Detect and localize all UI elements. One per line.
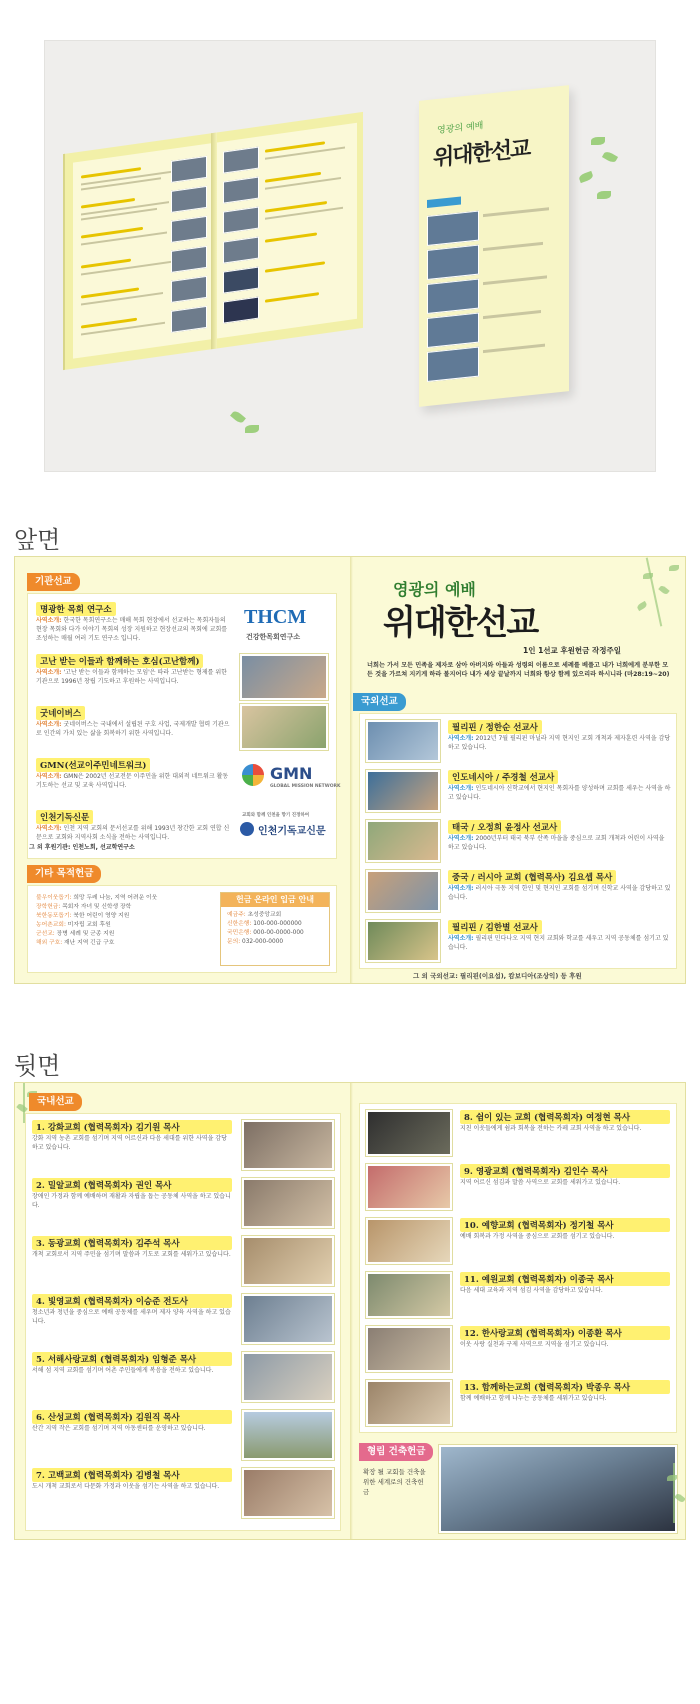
- domestic-title-6: 6. 산성교회 (협력목회자) 김원직 목사: [32, 1410, 232, 1424]
- domestic-photo-8: [366, 1110, 452, 1156]
- institution-title-goodneighbors: 굿네이버스: [36, 706, 85, 720]
- domestic-body-13: 함께 예배하고 함께 나누는 공동체를 세워가고 있습니다.: [460, 1395, 607, 1402]
- domestic-photo-13: [366, 1380, 452, 1426]
- domestic-photo-10: [366, 1218, 452, 1264]
- other-offering-row: 농어촌교회: 미자립 교회 후원: [36, 922, 111, 928]
- mission-title-3: 태국 / 오정희 윤정사 선교사: [448, 820, 561, 834]
- mission-title-5: 필리핀 / 김한별 선교사: [448, 920, 542, 934]
- domestic-body-9: 지역 어르신 섬김과 말씀 사역으로 교회를 세워가고 있습니다.: [460, 1179, 621, 1186]
- mission-title-4: 중국 / 러시아 교회 (협력목사) 김요셉 목사: [448, 870, 616, 884]
- goodneighbors-photo: [240, 704, 328, 750]
- institution-footnote: 그 외 후원기관: 인천노회, 선교학연구소: [29, 844, 135, 851]
- cover-tagline: 1인 1선교 후원헌금 작정주일: [523, 646, 621, 655]
- domestic-body-11: 다음 세대 교육과 지역 섬김 사역을 감당하고 있습니다.: [460, 1287, 603, 1294]
- domestic-title-1: 1. 강화교회 (협력목회자) 김기원 목사: [32, 1120, 232, 1134]
- mission-photo-5: [366, 920, 440, 962]
- incheon-logo-mark: 인천기독교신문: [258, 826, 326, 837]
- domestic-photo-11: [366, 1272, 452, 1318]
- institution-title-incheon: 인천기독신문: [36, 810, 93, 824]
- other-offerings-list: [36, 894, 216, 948]
- gonanhamkke-photo: [240, 654, 328, 700]
- domestic-photo-1: [242, 1120, 334, 1170]
- brochure-left-page: [73, 143, 213, 359]
- offering-row: 예금주: 초성중앙교회: [227, 912, 282, 918]
- tab-building-offering: 형림 건축헌금: [359, 1443, 433, 1461]
- front-right-panel: [353, 557, 686, 983]
- domestic-body-3: 개척 교회로서 지역 주민을 섬기며 말씀과 기도로 교회를 세워가고 있습니다.: [32, 1251, 231, 1258]
- domestic-title-8: 8. 쉼이 있는 교회 (협력목회자) 여정현 목사: [460, 1110, 670, 1124]
- domestic-title-5: 5. 서해사랑교회 (협력목회자) 임형준 목사: [32, 1352, 232, 1366]
- mission-body-2: 사역소개: 인도네시아 신학교에서 현지인 목회자를 양성하며 교회를 세우는 사역을 하고 있습니다.: [448, 785, 671, 801]
- domestic-title-7: 7. 고백교회 (협력목회자) 김병철 목사: [32, 1468, 232, 1482]
- domestic-title-9: 9. 영광교회 (협력목회자) 김인수 목사: [460, 1164, 670, 1178]
- domestic-title-11: 11. 예원교회 (협력목회자) 이종국 목사: [460, 1272, 670, 1286]
- mission-body-3: 사역소개: 2000년부터 태국 북부 산족 마을을 중심으로 교회 개척과 어린이 사역을 하고 있습니다.: [448, 835, 665, 851]
- domestic-title-2: 2. 밀알교회 (협력목회자) 권인 목사: [32, 1178, 232, 1192]
- brochure-right-page: [217, 123, 357, 339]
- institution-body-goodneighbors: 사역소개: 굿네이버스는 국내에서 설립된 구호 사업, 국제개발 협력 기관으로 인간의 가치 있는 삶을 회복하기 위한 사역입니다.: [36, 721, 230, 737]
- institution-title-gmn: GMN(선교이주민네트워크): [36, 758, 150, 772]
- front-left-panel: [15, 557, 350, 983]
- other-offering-row: 장학헌금: 목회자 자녀 및 신학생 장학: [36, 904, 132, 910]
- folded-brochure: [419, 85, 569, 407]
- front-heading: 앞면: [14, 527, 61, 554]
- domestic-body-10: 예배 회복과 가정 사역을 중심으로 교회를 섬기고 있습니다.: [460, 1233, 615, 1240]
- mockup-cover-title: 위대한선교: [433, 135, 530, 172]
- domestic-mission-list-right: [359, 1103, 677, 1433]
- institution-body-gonanhamkke: 사역소개: '고난 받는 이들과 함께하는 모임'은 따라 고난받는 형제를 위한 기관으로 1996년 창립 기도하고 후원하는 사역입니다.: [36, 669, 227, 685]
- foreign-mission-list: [359, 713, 677, 969]
- tab-foreign-mission: 국외선교: [353, 693, 406, 711]
- domestic-body-2: 장애인 가정과 함께 예배하며 재활과 자립을 돕는 공동체 사역을 하고 있습니다.: [32, 1193, 231, 1209]
- mission-photo-4: [366, 870, 440, 912]
- institution-title-gonanhamkke: 고난 받는 이들과 함께하는 호심(고난함께): [36, 654, 203, 668]
- front-spread: [14, 556, 686, 984]
- mission-body-5: 사역소개: 필리핀 민다나오 지역 현지 교회와 학교를 세우고 지역 공동체를 섬기고 있습니다.: [448, 935, 669, 951]
- domestic-body-8: 지친 이웃들에게 쉼과 회복을 전하는 카페 교회 사역을 하고 있습니다.: [460, 1125, 642, 1132]
- domestic-body-5: 서해 섬 지역 교회를 섬기며 어촌 주민들에게 복음을 전하고 있습니다.: [32, 1367, 214, 1374]
- mockup-cover-tab: [427, 196, 461, 208]
- domestic-photo-12: [366, 1326, 452, 1372]
- cover-verse: 너희는 가서 모든 민족을 제자로 삼아 아버지와 아들과 성령의 이름으로 세례를 베풀고 내가 너희에게 분부한 모든 것을 가르쳐 지키게 하라 볼지어다 내가 세상 끝날까지 너희와 항상 함께 있으리라 하시니라 (마28:19~20): [367, 662, 670, 678]
- offering-row: 문의: 032-000-0000: [227, 939, 284, 945]
- other-offering-row: 군선교: 장병 세례 및 군종 지원: [36, 931, 115, 937]
- tab-other-offerings: 기타 목적헌금: [27, 865, 101, 883]
- domestic-body-12: 이웃 사랑 실천과 구제 사역으로 지역을 섬기고 있습니다.: [460, 1341, 609, 1348]
- brochure-mockup: [44, 40, 656, 472]
- online-offering-heading: 헌금 온라인 입금 안내: [221, 893, 329, 907]
- domestic-photo-4: [242, 1294, 334, 1344]
- institution-body-thcm: 사역소개: 한국한 목회연구소는 매해 목회 현장에서 선교하는 목회자들의 현장 목회와 다가 이야기 목회의 성장 지원하고 현장선교의 목회에 교회를 조성하는 매월 여러 기도 연구소 입니다.: [36, 617, 228, 642]
- other-offerings-box: [27, 885, 337, 973]
- mission-body-1: 사역소개: 2012년 7월 필리핀 마닐라 지역 현지인 교회 개척과 제자훈련 사역을 감당하고 있습니다.: [448, 735, 671, 751]
- domestic-mission-list-left: [25, 1113, 341, 1531]
- online-offering-box: [220, 892, 330, 966]
- domestic-photo-6: [242, 1410, 334, 1460]
- domestic-body-6: 산간 지역 작은 교회를 섬기며 지역 아동센터를 운영하고 있습니다.: [32, 1425, 206, 1432]
- mockup-cover-subtitle: 영광의 예배: [437, 121, 484, 136]
- domestic-photo-5: [242, 1352, 334, 1402]
- domestic-title-4: 4. 빛영교회 (협력목회자) 이승준 전도사: [32, 1294, 232, 1308]
- back-left-panel: [15, 1083, 350, 1539]
- offering-row: 신한은행: 100-000-000000: [227, 921, 302, 927]
- mission-body-4: 사역소개: 러시아 극동 지역 한인 및 현지인 교회를 섬기며 신학교 사역을 감당하고 있습니다.: [448, 885, 671, 901]
- church-building-photo: [439, 1445, 677, 1533]
- mission-title-2: 인도네시아 / 주경철 선교사: [448, 770, 558, 784]
- domestic-body-1: 강화 지역 농촌 교회를 섬기며 지역 어르신과 다음 세대를 위한 사역을 감당하고 있습니다.: [32, 1135, 227, 1151]
- domestic-title-13: 13. 함께하는교회 (협력목회자) 박종우 목사: [460, 1380, 670, 1394]
- institution-list: [27, 593, 341, 859]
- domestic-body-4: 청소년과 청년을 중심으로 예배 공동체를 세우며 제자 양육 사역을 하고 있습니다.: [32, 1309, 231, 1325]
- open-brochure: [63, 112, 363, 370]
- mission-photo-3: [366, 820, 440, 862]
- thcm-logo-mark: THCM: [244, 606, 307, 628]
- foreign-mission-footnote: 그 외 국외선교: 필리핀(이요섭), 캄보디아(조상익) 등 후원: [413, 972, 582, 980]
- incheon-logo-sub: 교회와 함께 인천을 향기 진정하여: [242, 813, 310, 818]
- mission-title-1: 필리핀 / 정한순 선교사: [448, 720, 542, 734]
- back-heading: 뒷면: [14, 1053, 61, 1080]
- domestic-photo-9: [366, 1164, 452, 1210]
- institution-title-thcm: 명광한 목회 연구소: [36, 602, 116, 616]
- domestic-photo-2: [242, 1178, 334, 1228]
- tab-domestic-mission: 국내선교: [29, 1093, 82, 1111]
- offering-row: 국민은행: 000-00-0000-000: [227, 930, 304, 936]
- thcm-logo-sub: 건강한목회연구소: [246, 633, 301, 641]
- other-offering-row: 해외 구호: 재난 지역 긴급 구호: [36, 940, 115, 946]
- institution-body-incheon: 사역소개: 인천 지역 교회의 문서선교를 위해 1993년 창간한 교회 연합 신문으로 교회와 지역사회 소식을 전하는 사역입니다.: [36, 825, 230, 841]
- cover-small-title: 영광의 예배: [393, 580, 476, 599]
- mission-photo-1: [366, 720, 440, 762]
- gmn-logo: [240, 760, 341, 800]
- domestic-title-12: 12. 한사랑교회 (협력목회자) 이종환 목사: [460, 1326, 670, 1340]
- domestic-title-3: 3. 동광교회 (협력목회자) 김주석 목사: [32, 1236, 232, 1250]
- domestic-photo-3: [242, 1236, 334, 1286]
- tab-institution-mission: 기관선교: [27, 573, 80, 591]
- mission-photo-2: [366, 770, 440, 812]
- gmn-logo-sub: GLOBAL MISSION NETWORK: [270, 784, 341, 789]
- other-offering-row: 불우이웃돕기: 희망 두레 나눔, 지역 어려운 이웃: [36, 895, 158, 901]
- other-offering-row: 북한동포돕기: 북한 어린이 영양 지원: [36, 913, 130, 919]
- back-right-panel: [353, 1083, 686, 1539]
- thcm-logo: [240, 606, 328, 646]
- gmn-logo-mark: GMN: [270, 764, 313, 783]
- building-offering-text: 확장 될 교회들 건축을 위한 세계로의 건축헌금: [363, 1468, 426, 1496]
- domestic-photo-7: [242, 1468, 334, 1518]
- back-spread: [14, 1082, 686, 1540]
- cover-main-title: 위대한선교: [383, 603, 538, 643]
- domestic-body-7: 도시 개척 교회로서 다문화 가정과 이웃을 섬기는 사역을 하고 있습니다.: [32, 1483, 220, 1490]
- institution-body-gmn: 사역소개: GMN은 2002년 선교전문 이주민을 위한 대외적 네트워크 활동 기도하는 선교 및 교육 사역입니다.: [36, 773, 229, 789]
- domestic-title-10: 10. 예향교회 (협력목회자) 정기철 목사: [460, 1218, 670, 1232]
